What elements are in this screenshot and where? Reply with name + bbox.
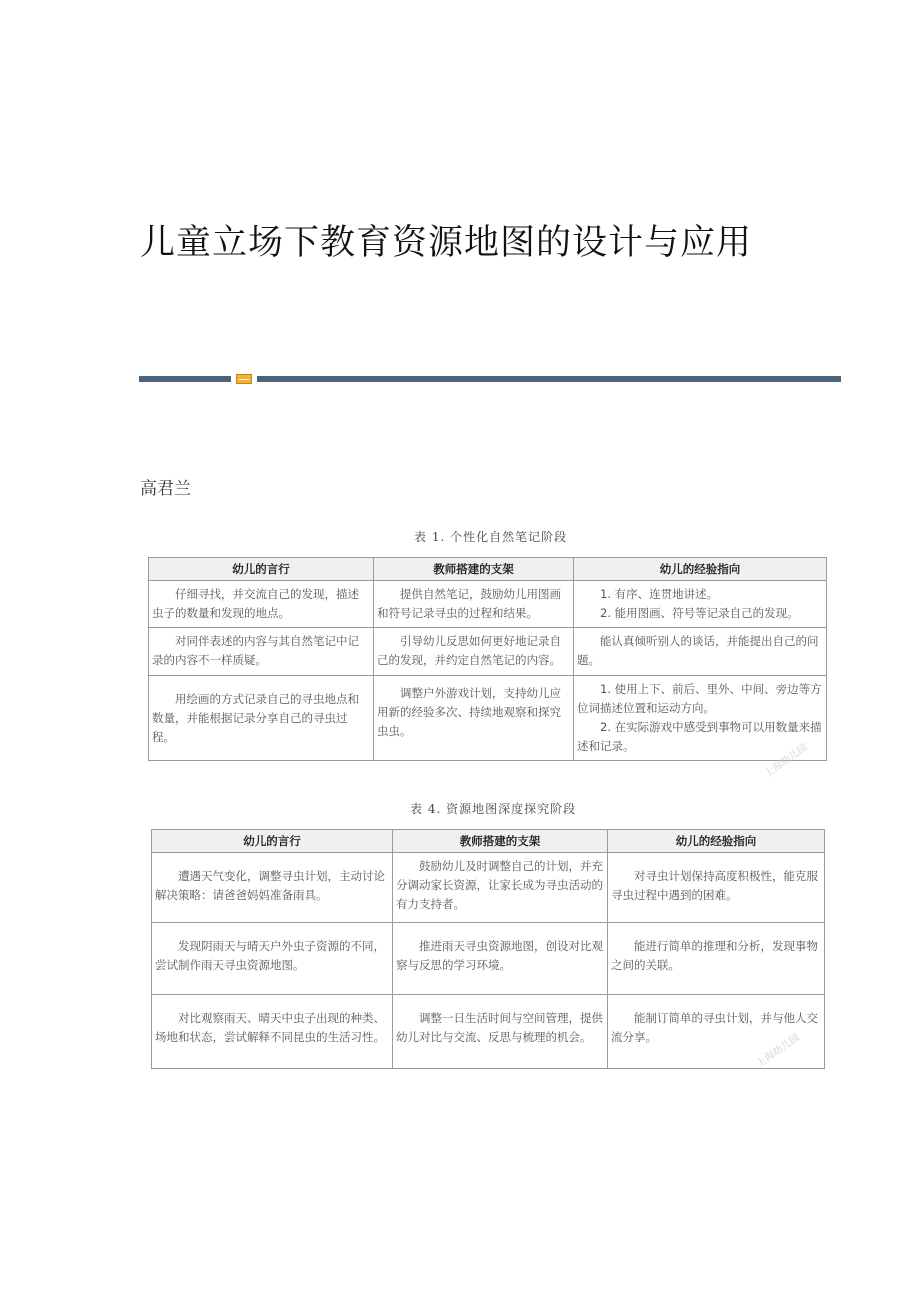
table-cell: 发现阴雨天与晴天户外虫子资源的不同，尝试制作雨天寻虫资源地图。 <box>152 923 393 995</box>
table-cell: 鼓励幼儿及时调整自己的计划，并充分调动家长资源，让家长成为寻虫活动的有力支持者。 <box>393 853 608 923</box>
table2-caption: 表 4. 资源地图深度探究阶段 <box>410 802 577 816</box>
watermark: 上海幼儿园 <box>762 742 810 780</box>
table1-caption: 表 1. 个性化自然笔记阶段 <box>414 530 568 544</box>
table1-header-teacher: 教师搭建的支架 <box>374 558 574 581</box>
table2-header-child: 幼儿的言行 <box>152 830 393 853</box>
table-cell: 对寻虫计划保持高度积极性，能克服寻虫过程中遇到的困难。 <box>608 853 825 923</box>
table-cell: 对比观察雨天、晴天中虫子出现的种类、场地和状态，尝试解释不同昆虫的生活习性。 <box>152 995 393 1069</box>
table2-header-teacher: 教师搭建的支架 <box>393 830 608 853</box>
table-cell: 能认真倾听别人的谈话，并能提出自己的问题。 <box>574 628 827 676</box>
divider-bar-right <box>257 376 841 382</box>
table-cell: 遭遇天气变化，调整寻虫计划，主动讨论解决策略：请爸爸妈妈准备雨具。 <box>152 853 393 923</box>
table-cell: 提供自然笔记，鼓励幼儿用图画和符号记录寻虫的过程和结果。 <box>374 581 574 628</box>
table-row <box>152 995 825 1069</box>
author-name: 高君兰 <box>140 479 191 499</box>
table-cell: 仔细寻找，并交流自己的发现，描述虫子的数量和发现的地点。 <box>149 581 374 628</box>
table1-header-experience: 幼儿的经验指向 <box>574 558 827 581</box>
table-cell <box>574 581 827 628</box>
table-row <box>152 853 825 923</box>
table-cell: 用绘画的方式记录自己的寻虫地点和数量，并能根据记录分享自己的寻虫过程。 <box>149 676 374 761</box>
table2-header-row <box>152 830 825 853</box>
page-title: 儿童立场下教育资源地图的设计与应用 <box>140 223 753 263</box>
table-row <box>149 676 827 761</box>
cell-line: 2. 能用图画、符号等记录自己的发现。 <box>600 606 799 620</box>
table-row <box>149 628 827 676</box>
table-cell: 调整一日生活时间与空间管理，提供幼儿对比与交流、反思与梳理的机会。 <box>393 995 608 1069</box>
table-cell: 对同伴表述的内容与其自然笔记中记录的内容不一样质疑。 <box>149 628 374 676</box>
title-divider <box>139 374 841 386</box>
cell-line: 1. 有序、连贯地讲述。 <box>600 587 719 601</box>
table-cell: 能制订简单的寻虫计划，并与他人交流分享。 <box>608 995 825 1069</box>
divider-bar-left <box>139 376 231 382</box>
table-row <box>149 581 827 628</box>
table2-header-experience: 幼儿的经验指向 <box>608 830 825 853</box>
table2 <box>151 829 825 1069</box>
watermark: 上海幼儿园 <box>754 1032 802 1070</box>
table1 <box>148 557 827 761</box>
table1-header-child: 幼儿的言行 <box>149 558 374 581</box>
cell-line: 2. 在实际游戏中感受到事物可以用数量来描述和记录。 <box>577 720 822 753</box>
table1-header-row <box>149 558 827 581</box>
table-cell: 引导幼儿反思如何更好地记录自己的发现，并约定自然笔记的内容。 <box>374 628 574 676</box>
table-row <box>152 923 825 995</box>
table-cell: 推进雨天寻虫资源地图，创设对比观察与反思的学习环境。 <box>393 923 608 995</box>
table-cell: 能进行简单的推理和分析，发现事物之间的关联。 <box>608 923 825 995</box>
cell-line: 1. 使用上下、前后、里外、中间、旁边等方位词描述位置和运动方向。 <box>577 682 822 715</box>
mail-icon <box>236 374 252 384</box>
table-cell: 调整户外游戏计划，支持幼儿应用新的经验多次、持续地观察和探究虫虫。 <box>374 676 574 761</box>
